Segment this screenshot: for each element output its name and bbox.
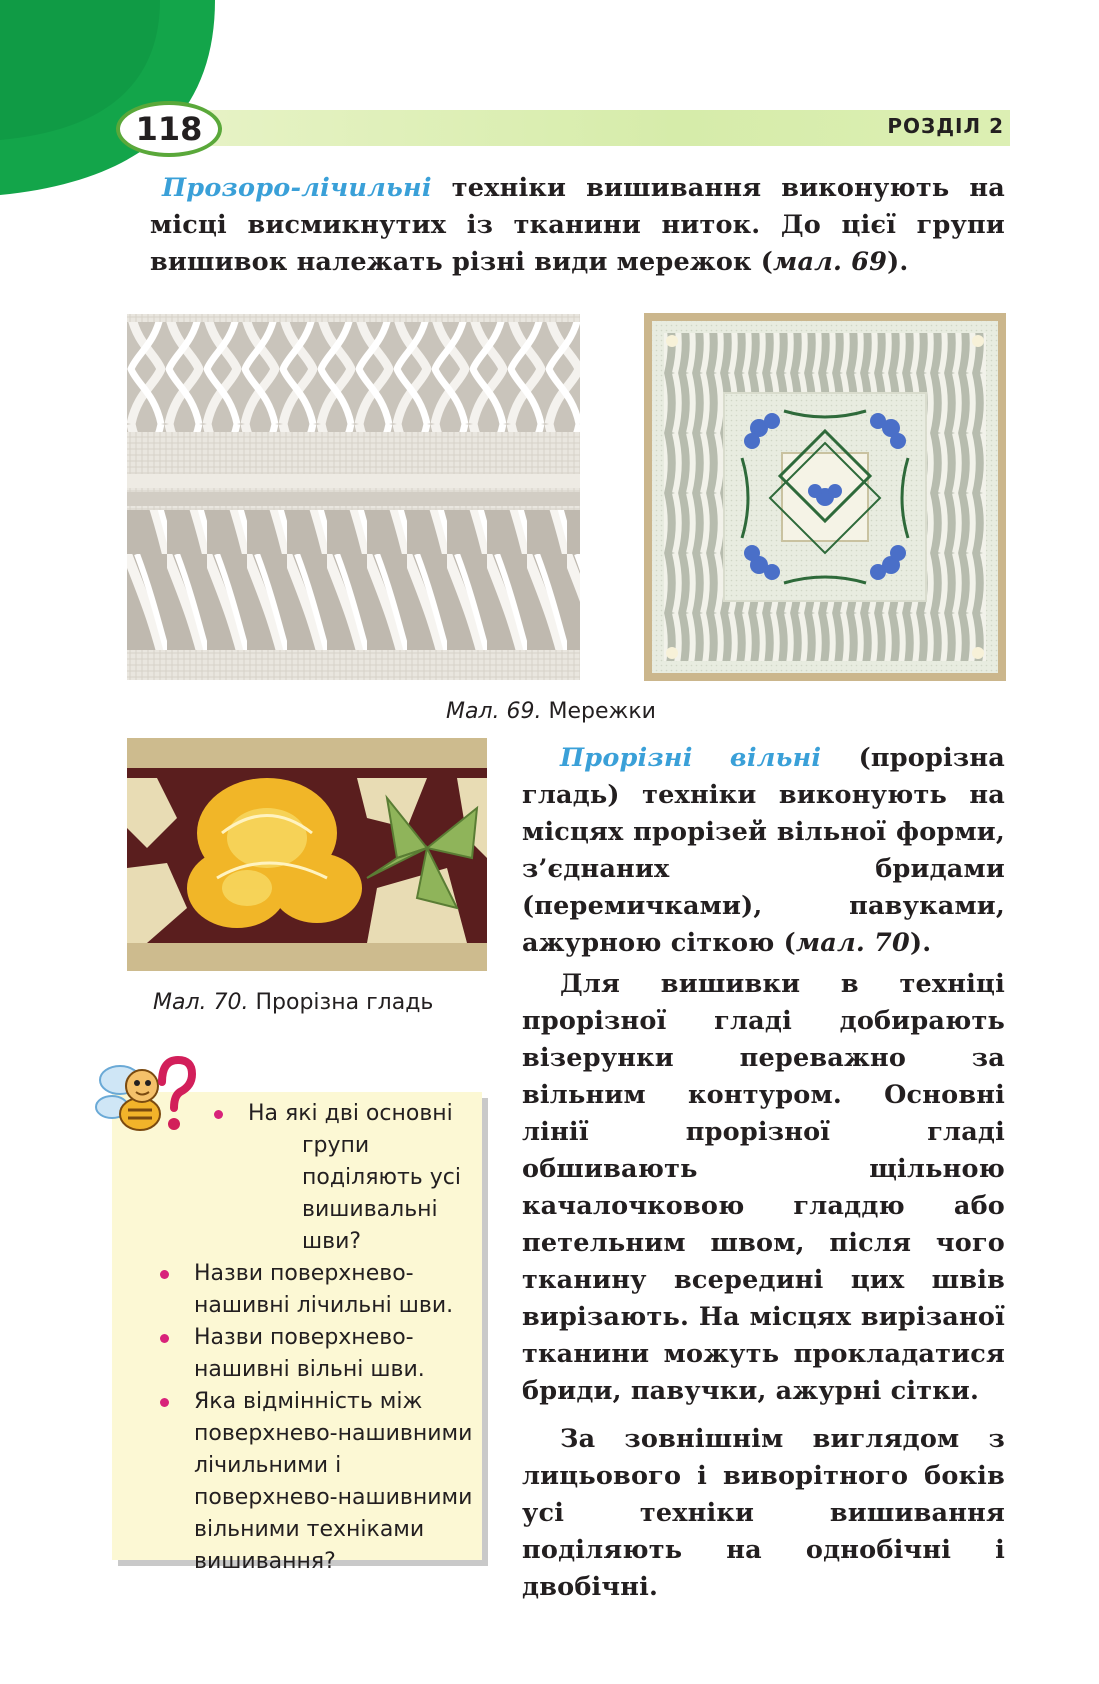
bullet bbox=[160, 1270, 169, 1279]
intro-ref: мал. 69 bbox=[773, 247, 888, 277]
square-drawn-work-photo bbox=[644, 313, 1006, 681]
cutwork-end: ). bbox=[909, 928, 932, 958]
header-bar bbox=[180, 110, 1010, 146]
cutwork-text: (прорізна гладь) техніки виконують на місцях прорізей вільної форми, з’єднаних бридами (перемичками), павуками, ажурною сіткою ( bbox=[522, 743, 1005, 958]
intro-text: техніки вишивання виконують на місці висмикнутих із тканини ниток. До цієї групи вишивок належать різні види мережок ( bbox=[150, 173, 1005, 277]
question-item bbox=[158, 1386, 478, 1578]
questions-list bbox=[158, 1098, 478, 1578]
intro-end: ). bbox=[887, 247, 909, 277]
figure69-caption bbox=[446, 699, 656, 724]
cutwork-term: Прорізні вільні bbox=[560, 743, 822, 773]
bullet bbox=[160, 1398, 169, 1407]
intro-paragraph bbox=[150, 170, 1005, 281]
bullet bbox=[160, 1334, 169, 1343]
figure69-text: Мережки bbox=[541, 699, 656, 724]
section-label: РОЗДІЛ 2 bbox=[887, 114, 1004, 138]
figure70-text: Прорізна гладь bbox=[248, 990, 434, 1015]
cutwork-ref: мал. 70 bbox=[795, 928, 910, 958]
question-item bbox=[158, 1322, 478, 1386]
question-text: Назви поверхнево-нашивні вільні шви. bbox=[194, 1325, 425, 1382]
figure70-label: Мал. 70. bbox=[153, 990, 249, 1015]
paragraph-2: Для вишивки в техніці прорізної гладі добирають візерунки переважно за вільним контуром. Основні лінії прорізної гладі обшивають щільною качалочковою гладдю або петельним швом, після чого тканину всередині цих швів вирізають. На місцях вирізаної тканини можуть прокладатися бриди, павучки, ажурні сітки. bbox=[522, 969, 1005, 1406]
intro-term: Прозоро-лічильні bbox=[162, 173, 432, 203]
drawn-thread-photo bbox=[127, 314, 580, 680]
bullet bbox=[214, 1110, 223, 1119]
question-item bbox=[158, 1258, 478, 1322]
paragraph-3: За зовнішнім виглядом з лицьового і виворітного боків усі техніки вишивання поділяють на однобічні і двобічні. bbox=[522, 1424, 1005, 1602]
cutwork-photo bbox=[127, 738, 487, 971]
figure69-label: Мал. 69. bbox=[446, 699, 542, 724]
question-text: На які дві основні групи поділяють усі вишивальні шви? bbox=[248, 1101, 461, 1254]
question-text: Яка відмінність між поверхнево-нашивними лічильними і поверхнево-нашивними вільними техніками вишивання? bbox=[194, 1389, 473, 1574]
page-number: 118 bbox=[116, 101, 222, 157]
question-text: Назви поверхнево-нашивні лічильні шви. bbox=[194, 1261, 454, 1318]
figure70-caption bbox=[153, 990, 433, 1015]
cutwork-paragraph bbox=[522, 740, 1005, 962]
question-item bbox=[158, 1098, 478, 1258]
